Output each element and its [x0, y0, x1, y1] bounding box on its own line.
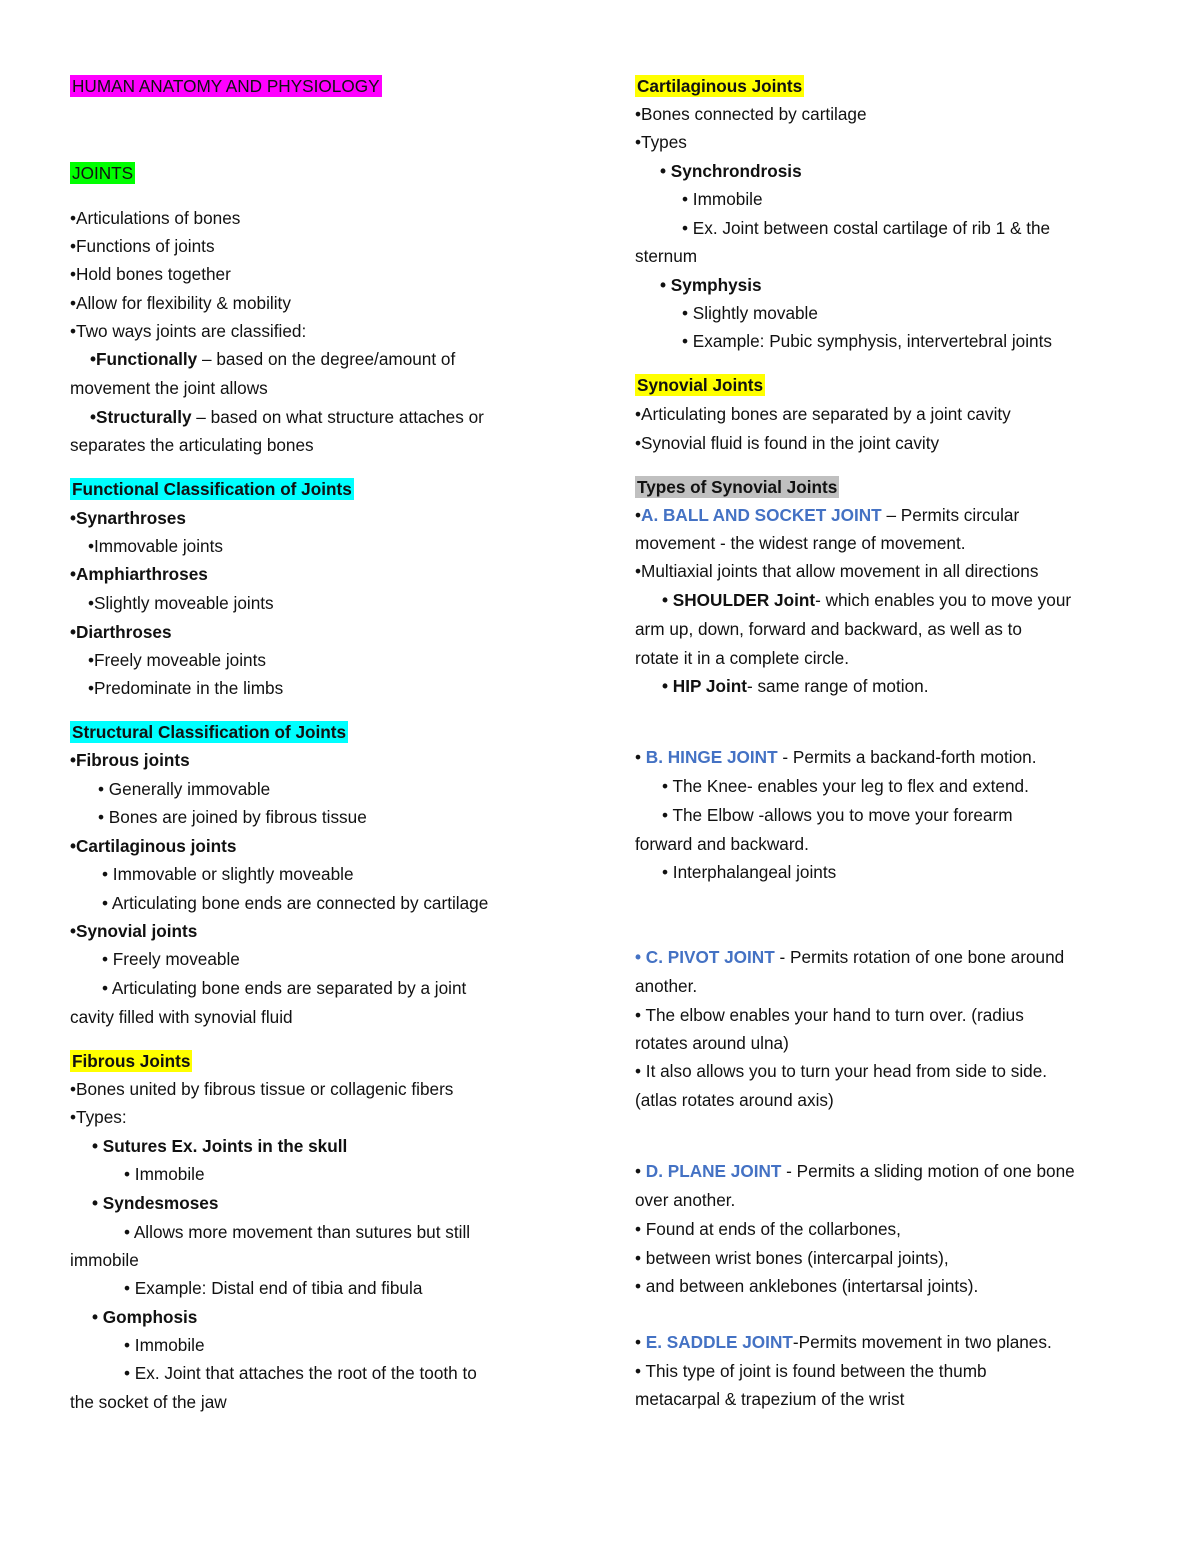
- cartilaginous-joints-item: •Cartilaginous joints: [70, 836, 237, 856]
- list-item: •Allow for flexibility & mobility: [70, 293, 291, 313]
- synovial-joints-heading: Synovial Joints: [637, 375, 764, 395]
- plane-joint-item: • D. PLANE JOINT - Permits a sliding motion of one bone: [635, 1161, 1075, 1181]
- list-item: • Articulating bone ends are connected by cartilage: [102, 893, 489, 913]
- list-item-continued: rotates around ulna): [635, 1033, 789, 1053]
- list-item: • Ex. Joint that attaches the root of the tooth to: [124, 1363, 477, 1383]
- list-item-continued: cavity filled with synovial fluid: [70, 1007, 293, 1027]
- amphiarthroses-item: •Amphiarthroses: [70, 564, 208, 584]
- functionally-continued: movement the joint allows: [70, 378, 268, 398]
- ball-and-socket-item: •A. BALL AND SOCKET JOINT – Permits circular: [635, 505, 1020, 525]
- symphysis-item: • Symphysis: [660, 275, 762, 295]
- hip-joint-item: • HIP Joint- same range of motion.: [662, 676, 929, 696]
- synovial-joints-item: •Synovial joints: [70, 921, 198, 941]
- list-item: • Slightly movable: [682, 303, 818, 323]
- diarthroses-item: •Diarthroses: [70, 622, 172, 642]
- list-item: • Interphalangeal joints: [662, 862, 837, 882]
- list-item: •Bones connected by cartilage: [635, 104, 867, 124]
- pivot-joint-item: • C. PIVOT JOINT - Permits rotation of one bone around: [635, 947, 1065, 967]
- list-item: •Synovial fluid is found in the joint cavity: [635, 433, 940, 453]
- list-item: •Two ways joints are classified:: [70, 321, 307, 341]
- list-item: • This type of joint is found between the thumb: [635, 1361, 987, 1381]
- cartilaginous-joints-heading: Cartilaginous Joints: [637, 76, 803, 96]
- list-item: • Immobile: [682, 189, 763, 209]
- list-item: • Immovable or slightly moveable: [102, 864, 354, 884]
- list-item: • Example: Distal end of tibia and fibula: [124, 1278, 423, 1298]
- list-item: • Generally immovable: [98, 779, 271, 799]
- list-item: • It also allows you to turn your head from side to side.: [635, 1061, 1048, 1081]
- list-item-continued: movement - the widest range of movement.: [635, 533, 966, 553]
- list-item-continued: (atlas rotates around axis): [635, 1090, 834, 1110]
- list-item-continued: metacarpal & trapezium of the wrist: [635, 1389, 905, 1409]
- list-item: •Articulations of bones: [70, 208, 241, 228]
- list-item: • Bones are joined by fibrous tissue: [98, 807, 367, 827]
- list-item-continued: immobile: [70, 1250, 139, 1270]
- list-item: • Immobile: [124, 1164, 205, 1184]
- list-item: • The elbow enables your hand to turn over. (radius: [635, 1005, 1024, 1025]
- list-item: • Found at ends of the collarbones,: [635, 1219, 901, 1239]
- list-item: • Ex. Joint between costal cartilage of rib 1 & the: [682, 218, 1051, 238]
- list-item: •Predominate in the limbs: [88, 678, 284, 698]
- list-item: •Functions of joints: [70, 236, 215, 256]
- list-item-continued: sternum: [635, 246, 698, 266]
- types-of-synovial-joints-heading: Types of Synovial Joints: [637, 477, 838, 497]
- shoulder-joint-item: • SHOULDER Joint- which enables you to move your: [662, 590, 1072, 610]
- hinge-joint-item: • B. HINGE JOINT - Permits a backand-forth motion.: [635, 747, 1037, 767]
- list-item-continued: another.: [635, 976, 698, 996]
- list-item: •Types: [635, 132, 687, 152]
- list-item: • Immobile: [124, 1335, 205, 1355]
- gomphosis-item: • Gomphosis: [92, 1307, 198, 1327]
- list-item-continued: forward and backward.: [635, 834, 809, 854]
- list-item: •Types:: [70, 1107, 127, 1127]
- list-item: •Multiaxial joints that allow movement in all directions: [635, 561, 1039, 581]
- document-title: HUMAN ANATOMY AND PHYSIOLOGY: [72, 76, 380, 96]
- functionally-item: •Functionally – based on the degree/amount of: [90, 349, 456, 369]
- list-item: • Allows more movement than sutures but still: [124, 1222, 471, 1242]
- joints-heading: JOINTS: [72, 163, 134, 183]
- sutures-item: • Sutures Ex. Joints in the skull: [92, 1136, 348, 1156]
- list-item: •Immovable joints: [88, 536, 223, 556]
- fibrous-joints-item: •Fibrous joints: [70, 750, 190, 770]
- list-item-continued: over another.: [635, 1190, 736, 1210]
- list-item: • Freely moveable: [102, 949, 240, 969]
- list-item: •Freely moveable joints: [88, 650, 266, 670]
- list-item: • between wrist bones (intercarpal joints),: [635, 1248, 949, 1268]
- synarthroses-item: •Synarthroses: [70, 508, 186, 528]
- list-item: • The Knee- enables your leg to flex and extend.: [662, 776, 1029, 796]
- list-item-continued: arm up, down, forward and backward, as well as to: [635, 619, 1022, 639]
- structurally-item: •Structurally – based on what structure attaches or: [90, 407, 484, 427]
- list-item: •Slightly moveable joints: [88, 593, 274, 613]
- syndesmoses-item: • Syndesmoses: [92, 1193, 219, 1213]
- functional-classification-heading: Functional Classification of Joints: [72, 479, 352, 499]
- list-item: •Articulating bones are separated by a joint cavity: [635, 404, 1011, 424]
- list-item: •Bones united by fibrous tissue or collagenic fibers: [70, 1079, 454, 1099]
- structurally-continued: separates the articulating bones: [70, 435, 314, 455]
- list-item-continued: rotate it in a complete circle.: [635, 648, 849, 668]
- structural-classification-heading: Structural Classification of Joints: [72, 722, 347, 742]
- list-item: • Example: Pubic symphysis, intervertebral joints: [682, 331, 1052, 351]
- list-item: •Hold bones together: [70, 264, 231, 284]
- saddle-joint-item: • E. SADDLE JOINT-Permits movement in two planes.: [635, 1332, 1052, 1352]
- list-item: • Articulating bone ends are separated by a joint: [102, 978, 467, 998]
- list-item: • The Elbow -allows you to move your forearm: [662, 805, 1013, 825]
- list-item-continued: the socket of the jaw: [70, 1392, 227, 1412]
- synchrondrosis-item: • Synchrondrosis: [660, 161, 802, 181]
- list-item: • and between anklebones (intertarsal joints).: [635, 1276, 979, 1296]
- fibrous-joints-heading: Fibrous Joints: [72, 1051, 191, 1071]
